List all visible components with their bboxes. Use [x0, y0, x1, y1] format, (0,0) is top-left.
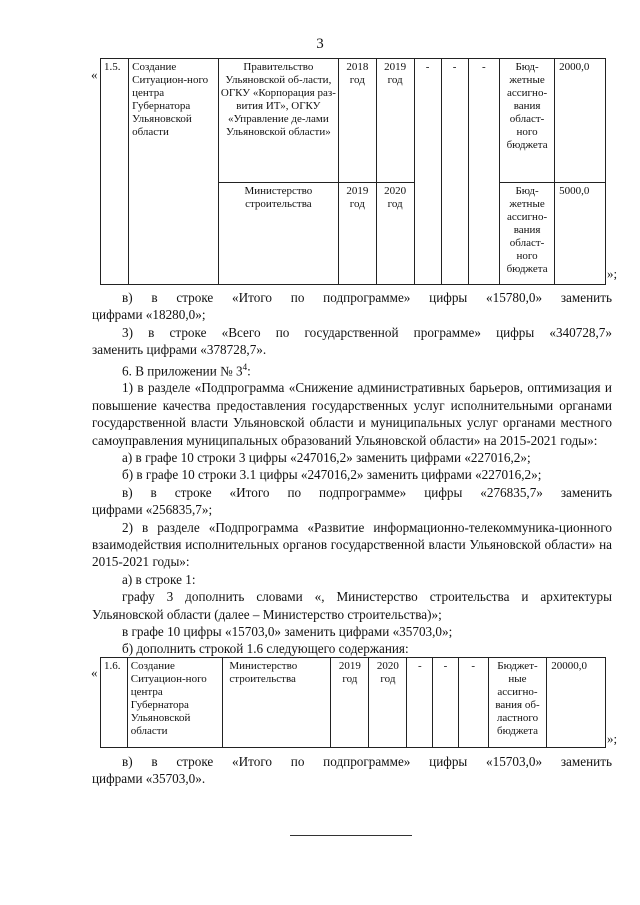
- col-empty-1: -: [414, 59, 441, 285]
- paragraph: 2) в разделе «Подпрограмма «Развитие информационно-телекоммуника-ционного взаимодействия исполнительных органов государственной власти Ульяновской области» на 2015-2021 годы»:: [92, 519, 612, 570]
- funding-value: 20000,0: [547, 658, 606, 748]
- start-year: 2019 год: [338, 183, 376, 285]
- text-block-1: [92, 289, 612, 658]
- paragraph: цифрами «35703,0».: [92, 771, 206, 787]
- col-dash-3: -: [458, 658, 488, 748]
- quote-close-2: »;: [607, 731, 618, 746]
- end-year: 2020 год: [376, 183, 414, 285]
- text-block-2: [92, 753, 612, 788]
- funding-source: Бюд-жетные ассигно-вания област-ного бюджета: [500, 59, 555, 183]
- executor: Министерство строительства: [218, 183, 338, 285]
- paragraph: а) в строке 1:: [122, 571, 196, 587]
- page-number: 3: [316, 36, 324, 52]
- paragraph: заменить цифрами «378728,7».: [92, 342, 267, 358]
- row-number: 1.6.: [101, 658, 128, 748]
- quote-open-1: «: [91, 67, 98, 82]
- paragraph: цифрами «18280,0»;: [92, 307, 206, 323]
- paragraph: [92, 359, 612, 380]
- col-dash-2: -: [433, 658, 459, 748]
- paragraph: б) в графе 10 строки 3.1 цифры «247016,2» заменить цифрами «227016,2»;: [122, 467, 542, 483]
- paragraph: 1) в разделе «Подпрограмма «Снижение административных барьеров, оптимизация и повышение качества предоставления государственных услуг исполнительными органами государственной власти Ульяновской области и муниципальных услуг органами местного самоуправления муниципальных образований Ульяновской области» на 2015-2021 годы»:: [92, 380, 612, 448]
- superscript: 4: [242, 361, 248, 372]
- paragraph: в) в строке «Итого по подпрограмме» цифры «15703,0» заменить: [122, 754, 612, 769]
- quote-close-1: »;: [607, 266, 618, 281]
- col-empty-3: -: [468, 59, 499, 285]
- quote-open-2: «: [91, 665, 98, 680]
- col-empty-2: -: [441, 59, 468, 285]
- paragraph: а) в графе 10 строки 3 цифры «247016,2» заменить цифрами «227016,2»;: [122, 450, 531, 466]
- event-name: Создание Ситуацион-ного центра Губернатора Ульяновской области: [127, 658, 223, 748]
- executor: Министерство строительства: [223, 658, 331, 748]
- table-row-1-6: [100, 657, 606, 748]
- funding-source: Бюд-жетные ассигно-вания област-ного бюджета: [500, 183, 555, 285]
- end-year: 2020 год: [369, 658, 407, 748]
- paragraph: цифрами «256835,7»;: [92, 502, 213, 518]
- punct: :: [247, 362, 251, 378]
- start-year: 2019 год: [331, 658, 369, 748]
- funding-value: 2000,0: [555, 59, 606, 183]
- paragraph: в) в строке «Итого по подпрограмме» цифры «276835,7» заменить: [122, 484, 612, 500]
- table-row-1-5: [100, 58, 606, 285]
- appendix-ref: 6. В приложении № 3: [122, 362, 243, 378]
- paragraph: графу 3 дополнить словами «, Министерство строительства и архитектуры Ульяновской области (далее – Министерство строительства)»;: [92, 589, 612, 622]
- paragraph: в) в строке «Итого по подпрограмме» цифры «15780,0» заменить: [122, 290, 612, 305]
- separator-line: [290, 835, 412, 836]
- funding-value: 5000,0: [555, 183, 606, 285]
- executor: Правительство Ульяновской об-ласти, ОГКУ «Корпорация раз-вития ИТ», ОГКУ «Управление де-лами Ульяновской области»: [218, 59, 338, 183]
- start-year: 2018 год: [338, 59, 376, 183]
- col-dash-1: -: [407, 658, 433, 748]
- paragraph: в графе 10 цифры «15703,0» заменить цифрами «35703,0»;: [122, 624, 453, 640]
- event-name: Создание Ситуацион-ного центра Губернатора Ульяновской области: [129, 59, 219, 285]
- funding-source: Бюджет-ные ассигно-вания об-ластного бюджета: [488, 658, 547, 748]
- row-number: 1.5.: [101, 59, 129, 285]
- paragraph: б) дополнить строкой 1.6 следующего содержания:: [122, 641, 409, 657]
- end-year: 2019 год: [376, 59, 414, 183]
- paragraph: 3) в строке «Всего по государственной программе» цифры «340728,7»: [122, 324, 612, 340]
